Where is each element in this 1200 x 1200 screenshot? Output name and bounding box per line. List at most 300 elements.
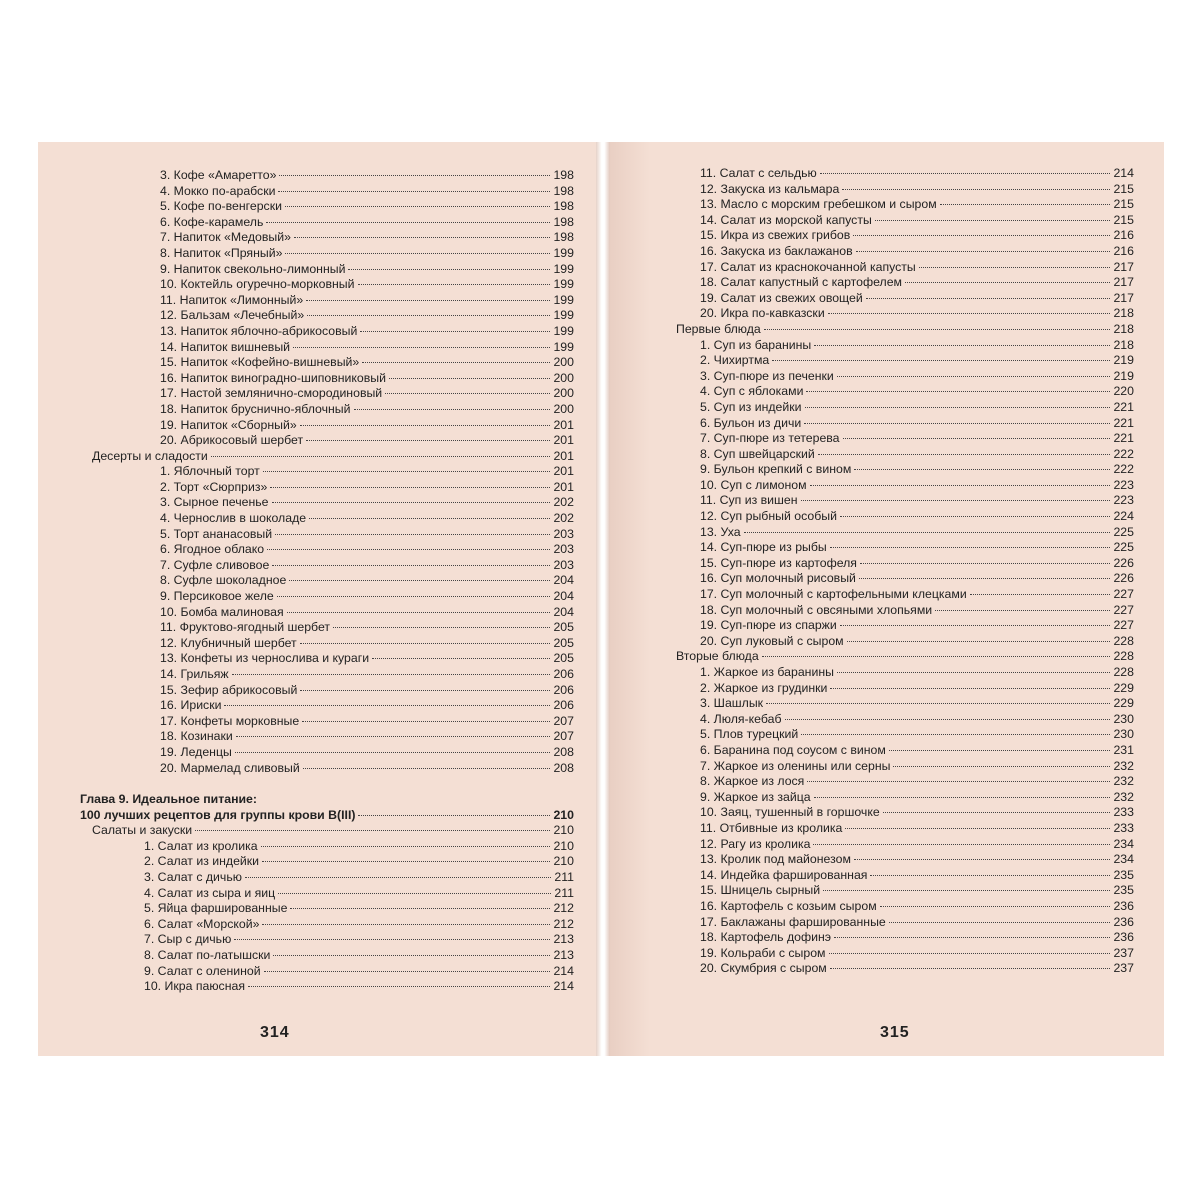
toc-entry-page: 200 bbox=[553, 401, 574, 416]
toc-leader-dots bbox=[309, 518, 550, 519]
toc-leader-dots bbox=[830, 547, 1111, 548]
toc-entry bbox=[676, 821, 1134, 837]
toc-entry-page: 217 bbox=[1113, 259, 1134, 274]
toc-entry-title: 20. Суп луковый с сыром bbox=[700, 633, 844, 648]
toc-entry bbox=[676, 571, 1134, 587]
toc-entry-page: 218 bbox=[1113, 306, 1134, 321]
toc-leader-dots bbox=[372, 658, 550, 659]
toc-entry bbox=[676, 727, 1134, 743]
toc-entry-title: 8. Суфле шоколадное bbox=[160, 573, 287, 588]
toc-entry-page: 236 bbox=[1113, 898, 1134, 913]
toc-leader-dots bbox=[840, 625, 1111, 626]
toc-entry-page: 203 bbox=[553, 526, 574, 541]
toc-entry bbox=[676, 166, 1134, 182]
toc-entry bbox=[676, 556, 1134, 572]
toc-entry bbox=[80, 854, 574, 870]
toc-leader-dots bbox=[303, 768, 551, 769]
toc-entry-page: 207 bbox=[553, 729, 574, 744]
toc-entry bbox=[80, 589, 574, 605]
toc-entry-title: Десерты и сладости bbox=[92, 448, 208, 463]
toc-entry-title: 8. Салат по-латышски bbox=[144, 947, 271, 962]
toc-entry-page: 204 bbox=[553, 604, 574, 619]
toc-leader-dots bbox=[273, 955, 550, 956]
toc-entry bbox=[80, 527, 574, 543]
toc-entry-title: 18. Суп молочный с овсяными хлопьями bbox=[700, 602, 933, 617]
toc-entry bbox=[676, 961, 1134, 977]
toc-entry-page: 199 bbox=[553, 323, 574, 338]
toc-entry-page: 204 bbox=[553, 573, 574, 588]
toc-entry bbox=[676, 540, 1134, 556]
toc-entry-page: 213 bbox=[553, 932, 574, 947]
toc-leader-dots bbox=[285, 253, 550, 254]
toc-entry bbox=[676, 930, 1134, 946]
toc-entry-page: 211 bbox=[554, 885, 574, 900]
toc-entry bbox=[80, 558, 574, 574]
toc-entry-page: 201 bbox=[553, 479, 574, 494]
toc-entry bbox=[80, 667, 574, 683]
toc-leader-dots bbox=[856, 251, 1111, 252]
toc-entry-title: 3. Суп-пюре из печенки bbox=[700, 368, 834, 383]
toc-leader-dots bbox=[362, 362, 550, 363]
toc-entry-title: 17. Суп молочный с картофельными клецками bbox=[700, 587, 967, 602]
toc-entry-title: 3. Кофе «Амаретто» bbox=[160, 168, 277, 182]
toc-entry-title: 12. Клубничный шербет bbox=[160, 635, 297, 650]
toc-leader-dots bbox=[263, 471, 551, 472]
toc-entry-page: 202 bbox=[553, 511, 574, 526]
toc-entry bbox=[676, 322, 1134, 338]
toc-entry bbox=[80, 901, 574, 917]
toc-entry bbox=[80, 464, 574, 480]
toc-entry-page: 231 bbox=[1113, 742, 1134, 757]
toc-entry-title: 19. Напиток «Сборный» bbox=[160, 417, 297, 432]
toc-entry-page: 229 bbox=[1113, 696, 1134, 711]
toc-entry-title: 3. Салат с дичью bbox=[144, 869, 242, 884]
toc-entry-title: 20. Икра по-кавказски bbox=[700, 306, 825, 321]
toc-entry bbox=[80, 308, 574, 324]
toc-entry-title: 11. Фруктово-ягодный шербет bbox=[160, 620, 331, 635]
toc-entry-title: 1. Яблочный торт bbox=[160, 464, 260, 479]
toc-leader-dots bbox=[830, 688, 1110, 689]
toc-entry bbox=[676, 384, 1134, 400]
toc-entry-title: 12. Бальзам «Лечебный» bbox=[160, 308, 305, 323]
toc-entry bbox=[676, 899, 1134, 915]
toc-leader-dots bbox=[764, 329, 1111, 330]
toc-entry bbox=[676, 447, 1134, 463]
toc-leader-dots bbox=[837, 672, 1111, 673]
toc-leader-dots bbox=[859, 578, 1111, 579]
toc-leader-dots bbox=[245, 877, 551, 878]
toc-entry-title: 15. Напиток «Кофейно-вишневый» bbox=[160, 355, 360, 370]
toc-leader-dots bbox=[807, 781, 1110, 782]
toc-entry-page: 227 bbox=[1113, 602, 1134, 617]
toc-entry-page: 236 bbox=[1113, 914, 1134, 929]
toc-entry-page: 211 bbox=[554, 869, 574, 884]
toc-entry-page: 200 bbox=[553, 386, 574, 401]
toc-entry-page: 198 bbox=[553, 199, 574, 214]
toc-entry-page: 220 bbox=[1113, 384, 1134, 399]
toc-entry-title: 20. Мармелад сливовый bbox=[160, 760, 300, 775]
toc-leader-dots bbox=[293, 347, 550, 348]
toc-entry-page: 219 bbox=[1113, 353, 1134, 368]
toc-entry-title: 17. Конфеты морковные bbox=[160, 713, 300, 728]
toc-entry-title: 5. Суп из индейки bbox=[700, 399, 802, 414]
toc-entry bbox=[80, 886, 574, 902]
toc-leader-dots bbox=[842, 189, 1110, 190]
toc-entry-page: 221 bbox=[1113, 399, 1134, 414]
page-number-right: 315 bbox=[880, 1024, 910, 1041]
toc-entry bbox=[80, 402, 574, 418]
toc-leader-dots bbox=[262, 924, 550, 925]
toc-leader-dots bbox=[285, 206, 551, 207]
toc-leader-dots bbox=[277, 596, 551, 597]
toc-entry-title: 9. Бульон крепкий с вином bbox=[700, 462, 852, 477]
toc-entry-title: 13. Напиток яблочно-абрикосовый bbox=[160, 323, 358, 338]
toc-leader-dots bbox=[261, 846, 551, 847]
toc-entry-title: 16. Напиток виноградно-шиповниковый bbox=[160, 370, 387, 385]
toc-leader-dots bbox=[830, 968, 1111, 969]
toc-entry bbox=[676, 493, 1134, 509]
toc-entry bbox=[676, 696, 1134, 712]
toc-entry-page: 206 bbox=[553, 667, 574, 681]
toc-entry-page: 215 bbox=[1113, 197, 1134, 212]
toc-entry bbox=[80, 761, 574, 777]
toc-leader-dots bbox=[853, 235, 1110, 236]
toc-entry bbox=[676, 306, 1134, 322]
toc-leader-dots bbox=[272, 502, 551, 503]
toc-leader-dots bbox=[785, 719, 1111, 720]
toc-entry-title: 16. Закуска из баклажанов bbox=[700, 243, 853, 258]
toc-entry bbox=[676, 743, 1134, 759]
toc-leader-dots bbox=[236, 736, 551, 737]
toc-entry-title: 18. Салат капустный с картофелем bbox=[700, 275, 902, 290]
toc-leader-dots bbox=[843, 438, 1111, 439]
toc-entry bbox=[676, 759, 1134, 775]
toc-leader-dots bbox=[883, 812, 1111, 813]
toc-entry-title: 13. Уха bbox=[700, 524, 741, 539]
toc-leader-dots bbox=[893, 766, 1110, 767]
toc-entry-page: 203 bbox=[553, 557, 574, 572]
toc-entry-title: 19. Суп-пюре из спаржи bbox=[700, 618, 837, 633]
toc-entry bbox=[676, 681, 1134, 697]
toc-entry bbox=[80, 964, 574, 980]
toc-entry-page: 228 bbox=[1113, 665, 1134, 679]
toc-leader-dots bbox=[801, 500, 1111, 501]
left-entries bbox=[80, 168, 574, 776]
toc-leader-dots bbox=[385, 393, 550, 394]
toc-entry-title: 9. Напиток свекольно-лимонный bbox=[160, 261, 346, 276]
toc-entry-title: 4. Мокко по-арабски bbox=[160, 183, 276, 198]
toc-entry-page: 212 bbox=[553, 901, 574, 916]
toc-entry-page: 226 bbox=[1113, 571, 1134, 586]
toc-entry bbox=[676, 852, 1134, 868]
toc-leader-dots bbox=[275, 534, 550, 535]
toc-entry-title: 6. Бульон из дичи bbox=[700, 415, 802, 430]
toc-entry-title: 13. Кролик под майонезом bbox=[700, 852, 851, 867]
toc-entry-page: 217 bbox=[1113, 275, 1134, 290]
toc-entry-title: Вторые блюда bbox=[676, 649, 759, 664]
toc-entry bbox=[676, 525, 1134, 541]
toc-entry-title: 1. Салат из кролика bbox=[144, 838, 258, 853]
toc-entry-title: 9. Жаркое из зайца bbox=[700, 789, 811, 804]
toc-entry-title: 19. Кольраби с сыром bbox=[700, 945, 826, 960]
toc-leader-dots bbox=[875, 220, 1111, 221]
toc-leader-dots bbox=[272, 565, 550, 566]
toc-entry-title: 2. Жаркое из грудинки bbox=[700, 680, 828, 695]
toc-entry-title: 5. Яйца фаршированные bbox=[144, 901, 288, 916]
toc-entry-page: 228 bbox=[1113, 649, 1134, 664]
toc-leader-dots bbox=[270, 487, 550, 488]
toc-entry-title: 9. Салат с олениной bbox=[144, 963, 261, 978]
toc-entry bbox=[80, 542, 574, 558]
toc-entry-title: Салаты и закуски bbox=[92, 823, 193, 838]
toc-entry-title: 3. Сырное печенье bbox=[160, 495, 269, 510]
toc-entry bbox=[676, 587, 1134, 603]
toc-leader-dots bbox=[232, 674, 551, 675]
toc-entry-page: 216 bbox=[1113, 243, 1134, 258]
toc-entry bbox=[80, 246, 574, 262]
toc-entry-title: 7. Суп-пюре из тетерева bbox=[700, 431, 840, 446]
toc-leader-dots bbox=[300, 690, 550, 691]
toc-entry bbox=[80, 215, 574, 231]
toc-entry-title: 13. Конфеты из чернослива и кураги bbox=[160, 651, 370, 666]
toc-entry bbox=[80, 698, 574, 714]
toc-leader-dots bbox=[290, 908, 550, 909]
toc-entry-page: 222 bbox=[1113, 446, 1134, 461]
toc-leader-dots bbox=[195, 830, 550, 831]
toc-entry-page: 223 bbox=[1113, 493, 1134, 508]
toc-entry bbox=[80, 480, 574, 496]
toc-leader-dots bbox=[810, 485, 1111, 486]
toc-leader-dots bbox=[813, 844, 1110, 845]
toc-leader-dots bbox=[772, 360, 1110, 361]
toc-leader-dots bbox=[389, 378, 550, 379]
toc-entry-page: 212 bbox=[553, 916, 574, 931]
toc-entry-page: 208 bbox=[553, 744, 574, 759]
toc-entry bbox=[80, 511, 574, 527]
toc-entry-title: 8. Напиток «Пряный» bbox=[160, 245, 283, 260]
toc-leader-dots bbox=[306, 440, 550, 441]
toc-entry-title: 11. Отбивные из кролика bbox=[700, 820, 843, 835]
toc-entry bbox=[80, 184, 574, 200]
toc-entry bbox=[676, 649, 1134, 665]
toc-entry-title: 14. Салат из морской капусты bbox=[700, 212, 872, 227]
toc-entry-title: 15. Суп-пюре из картофеля bbox=[700, 555, 857, 570]
toc-leader-dots bbox=[919, 267, 1111, 268]
toc-entry-page: 208 bbox=[553, 760, 574, 775]
toc-entry-page: 205 bbox=[553, 635, 574, 650]
toc-entry bbox=[80, 433, 574, 449]
toc-entry-title: 9. Персиковое желе bbox=[160, 589, 274, 604]
toc-leader-dots bbox=[823, 890, 1110, 891]
toc-entry-page: 234 bbox=[1113, 852, 1134, 867]
toc-entry bbox=[80, 651, 574, 667]
toc-entry bbox=[80, 199, 574, 215]
toc-entry-title: 16. Суп молочный рисовый bbox=[700, 571, 856, 586]
toc-leader-dots bbox=[806, 391, 1110, 392]
toc-entry-page: 210 bbox=[553, 838, 574, 853]
toc-entry-title: 11. Салат с сельдью bbox=[700, 166, 817, 180]
toc-entry-title: Первые блюда bbox=[676, 321, 761, 336]
toc-entry bbox=[80, 948, 574, 964]
toc-entry-page: 230 bbox=[1113, 727, 1134, 742]
toc-entry bbox=[676, 712, 1134, 728]
book-spine bbox=[596, 142, 610, 1056]
chapter-title-line2: 100 лучших рецептов для группы крови B(III) 210 bbox=[80, 808, 574, 823]
toc-leader-dots bbox=[870, 875, 1110, 876]
toc-entry-page: 234 bbox=[1113, 836, 1134, 851]
toc-entry-page: 227 bbox=[1113, 587, 1134, 602]
toc-entry bbox=[676, 338, 1134, 354]
toc-entry-title: 4. Чернослив в шоколаде bbox=[160, 511, 307, 526]
toc-entry bbox=[676, 244, 1134, 260]
toc-entry-title: 18. Козинаки bbox=[160, 729, 233, 744]
toc-entry-title: 7. Сыр с дичью bbox=[144, 932, 232, 947]
toc-entry-page: 199 bbox=[553, 277, 574, 292]
toc-entry-page: 215 bbox=[1113, 212, 1134, 227]
toc-entry-title: 4. Люля-кебаб bbox=[700, 711, 782, 726]
toc-leader-dots bbox=[307, 315, 550, 316]
toc-leader-dots bbox=[262, 861, 550, 862]
toc-entry-page: 218 bbox=[1113, 337, 1134, 352]
toc-leader-dots bbox=[854, 859, 1111, 860]
toc-entry bbox=[676, 275, 1134, 291]
toc-entry-title: 17. Баклажаны фаршированные bbox=[700, 914, 886, 929]
toc-entry-title: 14. Индейка фаршированная bbox=[700, 867, 868, 882]
toc-entry-page: 235 bbox=[1113, 867, 1134, 882]
toc-entry bbox=[80, 449, 574, 465]
toc-entry-title: 15. Зефир абрикосовый bbox=[160, 682, 298, 697]
toc-entry bbox=[676, 509, 1134, 525]
toc-entry-title: 20. Скумбрия с сыром bbox=[700, 961, 827, 976]
toc-entry-title: 7. Напиток «Медовый» bbox=[160, 230, 291, 245]
toc-entry bbox=[676, 197, 1134, 213]
toc-entry-page: 204 bbox=[553, 589, 574, 604]
toc-entry-page: 199 bbox=[553, 245, 574, 260]
toc-entry bbox=[80, 293, 574, 309]
toc-entry-page: 237 bbox=[1113, 945, 1134, 960]
toc-leader-dots bbox=[880, 906, 1111, 907]
toc-leader-dots bbox=[287, 612, 551, 613]
toc-leader-dots bbox=[266, 222, 550, 223]
toc-entry-page: 203 bbox=[553, 542, 574, 557]
toc-entry-page: 224 bbox=[1113, 509, 1134, 524]
toc-entry-page: 233 bbox=[1113, 805, 1134, 820]
toc-entry-title: 4. Суп с яблоками bbox=[700, 384, 804, 399]
toc-entry bbox=[80, 495, 574, 511]
toc-entry-title: 5. Торт ананасовый bbox=[160, 526, 273, 541]
toc-entry-title: 12. Суп рыбный особый bbox=[700, 509, 837, 524]
toc-entry-title: 12. Закуска из кальмара bbox=[700, 181, 840, 196]
toc-leader-dots bbox=[834, 937, 1110, 938]
toc-leader-dots bbox=[814, 797, 1111, 798]
toc-leader-dots bbox=[224, 705, 550, 706]
toc-leader-dots bbox=[211, 456, 551, 457]
toc-entry bbox=[80, 262, 574, 278]
toc-entry-title: 12. Рагу из кролика bbox=[700, 836, 811, 851]
toc-entry bbox=[80, 714, 574, 730]
toc-entry-title: 14. Грильяж bbox=[160, 667, 229, 681]
toc-leader-dots bbox=[840, 516, 1111, 517]
toc-leader-dots bbox=[235, 752, 551, 753]
toc-entry bbox=[676, 837, 1134, 853]
toc-entry bbox=[676, 618, 1134, 634]
toc-entry bbox=[80, 230, 574, 246]
toc-leader-dots bbox=[804, 423, 1110, 424]
toc-leader-dots bbox=[854, 469, 1110, 470]
toc-leader-dots bbox=[829, 953, 1111, 954]
toc-leader-dots bbox=[970, 594, 1111, 595]
toc-entry bbox=[676, 431, 1134, 447]
toc-entry bbox=[676, 416, 1134, 432]
toc-entry bbox=[80, 979, 574, 995]
toc-entry-page: 201 bbox=[553, 464, 574, 479]
toc-entry-page: 218 bbox=[1113, 321, 1134, 336]
toc-entry-title: 15. Икра из свежих грибов bbox=[700, 228, 851, 243]
toc-entry-title: 17. Салат из краснокочанной капусты bbox=[700, 259, 916, 274]
toc-entry bbox=[80, 573, 574, 589]
toc-entry-title: 16. Ириски bbox=[160, 698, 222, 713]
toc-entry bbox=[676, 665, 1134, 681]
toc-entry-page: 214 bbox=[553, 979, 574, 994]
left-page bbox=[38, 142, 596, 1056]
toc-entry-title: 11. Напиток «Лимонный» bbox=[160, 292, 304, 307]
toc-entry-title: 19. Салат из свежих овощей bbox=[700, 290, 863, 305]
toc-entry-page: 227 bbox=[1113, 618, 1134, 633]
toc-leader-dots bbox=[289, 580, 550, 581]
toc-leader-dots bbox=[905, 282, 1110, 283]
toc-entry-page: 207 bbox=[553, 713, 574, 728]
toc-leader-dots bbox=[866, 298, 1111, 299]
toc-entry bbox=[676, 883, 1134, 899]
toc-entry-title: 15. Шницель сырный bbox=[700, 883, 821, 898]
toc-entry-title: 2. Чихиртма bbox=[700, 353, 770, 368]
chapter-title-line1: Глава 9. Идеальное питание: bbox=[80, 792, 257, 807]
toc-leader-dots bbox=[820, 173, 1111, 174]
toc-entry bbox=[676, 462, 1134, 478]
toc-entry bbox=[80, 870, 574, 886]
toc-entry bbox=[80, 418, 574, 434]
toc-leader-dots bbox=[294, 237, 551, 238]
toc-entry-title: 6. Кофе-карамель bbox=[160, 214, 264, 229]
toc-entry-page: 210 bbox=[553, 854, 574, 869]
toc-entry-page: 210 bbox=[553, 823, 574, 838]
toc-entry bbox=[676, 805, 1134, 821]
toc-entry-title: 6. Ягодное облако bbox=[160, 542, 265, 557]
right-page bbox=[610, 142, 1164, 1056]
toc-entry bbox=[80, 277, 574, 293]
toc-entry-title: 14. Напиток вишневый bbox=[160, 339, 291, 354]
toc-leader-dots bbox=[860, 563, 1111, 564]
toc-entry-page: 232 bbox=[1113, 758, 1134, 773]
toc-entry-title: 4. Салат из сыра и яиц bbox=[144, 885, 276, 900]
toc-entry-page: 205 bbox=[553, 620, 574, 635]
toc-entry-page: 232 bbox=[1113, 774, 1134, 789]
toc-entry bbox=[676, 228, 1134, 244]
toc-entry-page: 226 bbox=[1113, 555, 1134, 570]
toc-entry-title: 6. Баранина под соусом с вином bbox=[700, 742, 886, 757]
toc-entry-title: 10. Суп с лимоном bbox=[700, 477, 807, 492]
toc-entry-title: 1. Жаркое из баранины bbox=[700, 665, 834, 679]
toc-entry-page: 217 bbox=[1113, 290, 1134, 305]
toc-entry-page: 200 bbox=[553, 355, 574, 370]
toc-entry-title: 10. Икра паюсная bbox=[144, 979, 245, 994]
toc-entry-title: 10. Заяц, тушенный в горшочке bbox=[700, 805, 880, 820]
toc-leader-dots bbox=[300, 425, 551, 426]
toc-entry-page: 232 bbox=[1113, 789, 1134, 804]
toc-entry-page: 225 bbox=[1113, 540, 1134, 555]
toc-leader-dots bbox=[889, 922, 1111, 923]
toc-entry-page: 235 bbox=[1113, 883, 1134, 898]
